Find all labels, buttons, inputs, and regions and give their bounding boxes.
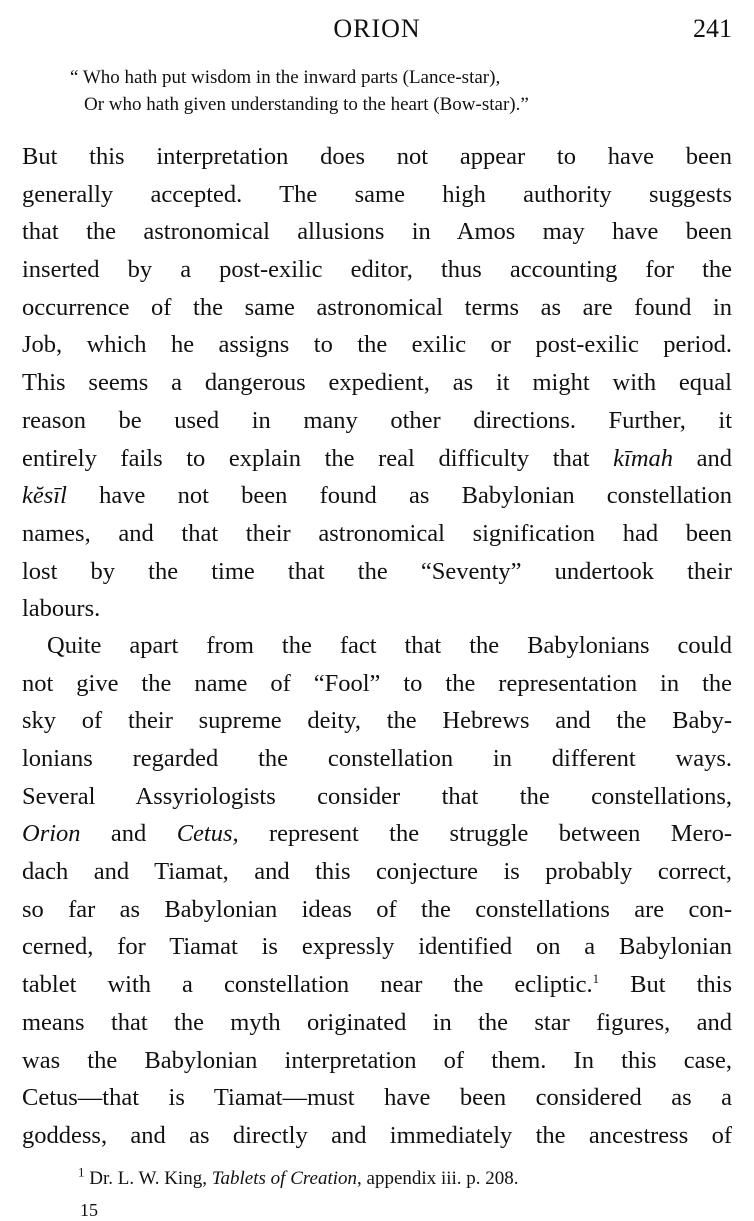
italic-term-kesil: kĕsīl	[22, 482, 67, 510]
footnote-book-title: Tablets of Creation	[211, 1168, 358, 1189]
footnote-reference[interactable]: 1	[592, 970, 600, 986]
text-line: lonians regarded the constellation in different ways.	[22, 745, 732, 772]
text-line: occurrence of the same astronomical terms as are found in	[22, 293, 732, 321]
text: entirely fails to explain the real difficulty that	[22, 444, 614, 472]
quote-line: Or who hath given understanding to the heart (Bow-star).”	[84, 94, 529, 115]
text-line: This seems a dangerous expedient, as it might with equal	[22, 369, 732, 397]
text-line	[22, 477, 732, 515]
footnote	[78, 1164, 519, 1190]
text-line: generally accepted. The same high authority suggests	[22, 180, 732, 208]
text-line: reason be used in many other directions. Further, it	[22, 406, 732, 434]
text-line	[22, 966, 732, 1004]
text-line	[22, 440, 732, 478]
text: and	[673, 444, 732, 472]
text-line: names, and that their astronomical signification had been	[22, 519, 732, 547]
text-line	[22, 815, 732, 853]
paragraph-2	[22, 627, 732, 1155]
italic-term-kimah: kīmah	[613, 444, 674, 472]
footnote-text: Dr. L. W. King,	[84, 1168, 212, 1189]
text-line: Quite apart from the fact that the Babylonians could	[47, 631, 732, 659]
text-line: not give the name of “Fool” to the representation in the	[22, 669, 732, 697]
text: tablet with a constellation near the ecliptic.	[22, 971, 593, 999]
text-line: But this interpretation does not appear to have been	[22, 143, 732, 170]
text-line: lost by the time that the “Seventy” undertook their	[22, 557, 732, 585]
italic-term-cetus: Cetus,	[176, 820, 239, 848]
text-line: was the Babylonian interpretation of them. In this case,	[22, 1046, 732, 1074]
running-head-title: ORION	[333, 14, 421, 43]
text-line: inserted by a post-exilic editor, thus accounting for the	[22, 256, 732, 284]
text-line: goddess, and as directly and immediately the ancestress of	[22, 1121, 732, 1149]
text-line: Job, which he assigns to the exilic or post-exilic period.	[22, 331, 732, 359]
text-line: sky of their supreme deity, the Hebrews and the Baby-	[22, 707, 732, 735]
text-line: labours.	[22, 595, 101, 623]
epigraph-quote	[70, 64, 529, 118]
paragraph-1	[22, 138, 732, 628]
text-line: Several Assyriologists consider that the constellations,	[22, 782, 732, 810]
signature-mark: 15	[80, 1200, 98, 1220]
footnote-marker: 1	[78, 1164, 85, 1180]
text: and	[80, 820, 177, 848]
text-line: so far as Babylonian ideas of the constellations are con-	[22, 895, 732, 923]
text: have not been found as Babylonian constellation	[66, 482, 732, 510]
text-line: cerned, for Tiamat is expressly identified on a Babylonian	[22, 933, 732, 961]
text: But this	[599, 971, 733, 999]
text-line: Cetus—that is Tiamat—must have been considered as a	[22, 1084, 732, 1112]
footnote-text: , appendix iii. p. 208.	[357, 1168, 519, 1189]
text-line: means that the myth originated in the star figures, and	[22, 1008, 732, 1036]
page-number: 241	[693, 14, 732, 43]
body-text	[22, 138, 732, 1155]
text-line: that the astronomical allusions in Amos may have been	[22, 218, 732, 246]
italic-term-orion: Orion	[22, 820, 81, 848]
text: represent the struggle between Mero-	[238, 820, 733, 848]
quote-line: “ Who hath put wisdom in the inward parts (Lance-star),	[70, 67, 501, 88]
text-line: dach and Tiamat, and this conjecture is probably correct,	[22, 858, 732, 886]
